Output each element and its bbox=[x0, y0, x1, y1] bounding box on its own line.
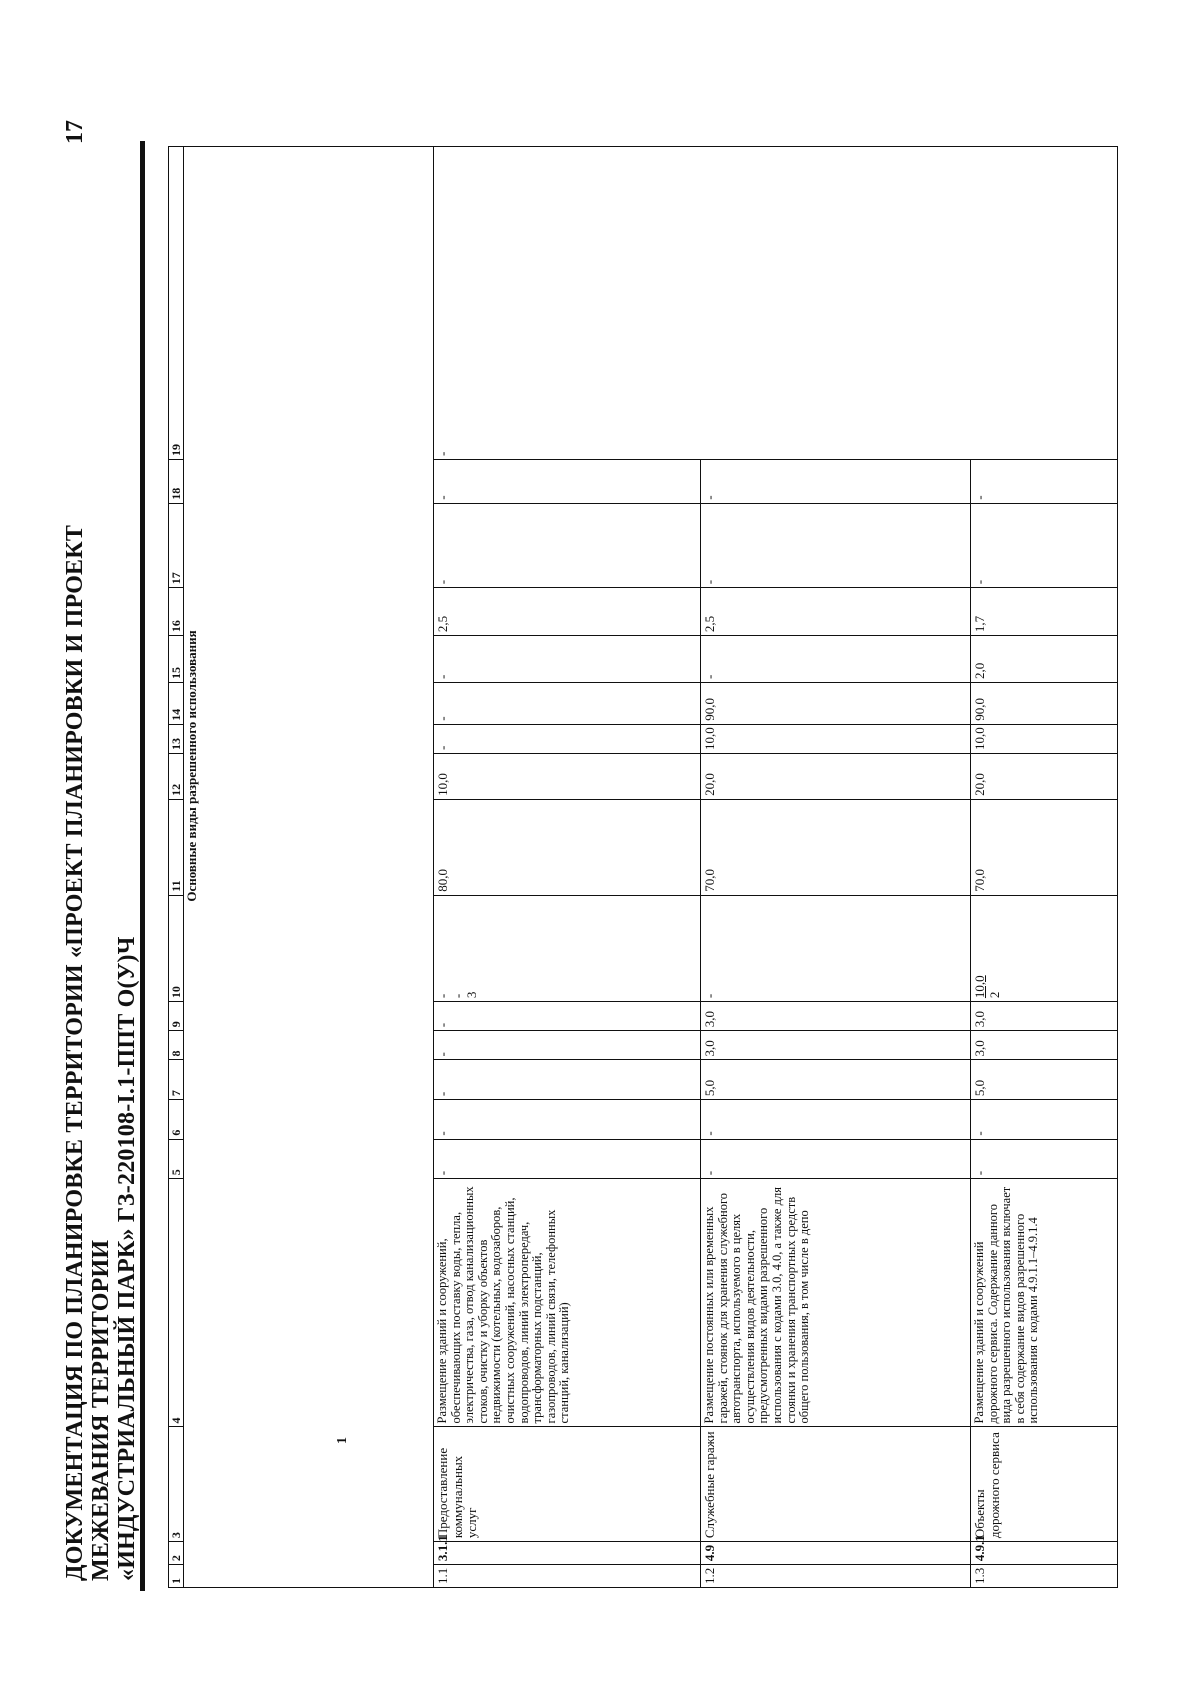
header-rule bbox=[140, 141, 145, 1591]
cell-10-b: - bbox=[449, 993, 465, 999]
cell-9: 3,0 bbox=[971, 1002, 1118, 1031]
cell-13: 10,0 bbox=[701, 724, 971, 753]
cell-10-a: - bbox=[435, 993, 450, 999]
cell-10 bbox=[971, 895, 1118, 1001]
col-num: 5 bbox=[169, 1139, 184, 1179]
col-num: 8 bbox=[169, 1031, 184, 1060]
col-num: 13 bbox=[169, 724, 184, 753]
cell-9: - bbox=[434, 1002, 701, 1031]
cell-7: - bbox=[434, 1060, 701, 1100]
cell-7: 5,0 bbox=[971, 1060, 1118, 1100]
cell-12: 20,0 bbox=[701, 753, 971, 799]
cell-12: 20,0 bbox=[971, 753, 1118, 799]
col-num: 16 bbox=[169, 588, 184, 636]
row-number: 1.2 bbox=[701, 1565, 971, 1588]
cell-11: 80,0 bbox=[434, 799, 701, 895]
cell-17: - bbox=[434, 503, 701, 587]
col-num: 17 bbox=[169, 503, 184, 587]
col-num: 19 bbox=[169, 147, 184, 460]
cell-5: - bbox=[971, 1139, 1118, 1179]
cell-18: - bbox=[701, 459, 971, 503]
use-code: 3.1.1 bbox=[434, 1542, 701, 1565]
cell-10-denominator: 2 bbox=[986, 991, 1002, 999]
col-num: 6 bbox=[169, 1100, 184, 1140]
table-row bbox=[434, 147, 701, 1588]
section-cell bbox=[184, 147, 434, 1588]
cell-5: - bbox=[434, 1139, 701, 1179]
cell-12: 10,0 bbox=[434, 753, 701, 799]
cell-15: 2,0 bbox=[971, 636, 1118, 683]
cell-10-c: 3 bbox=[464, 991, 479, 999]
cell-18: - bbox=[971, 459, 1118, 503]
cell-14: 90,0 bbox=[971, 683, 1118, 725]
cell-13: - bbox=[434, 724, 701, 753]
cell-8: 3,0 bbox=[701, 1031, 971, 1060]
col-num: 18 bbox=[169, 459, 184, 503]
section-number: 1 bbox=[335, 1437, 350, 1444]
col-num: 4 bbox=[169, 1179, 184, 1427]
land-use-table bbox=[168, 146, 1118, 1588]
cell-9: 3,0 bbox=[701, 1002, 971, 1031]
header-line-2: «ИНДУСТРИАЛЬНЫЙ ПАРК» ГЗ-220108-I.1-ППТ О(У)Ч bbox=[114, 936, 140, 1581]
use-description: Размещение зданий и сооружений дорожного сервиса. Содержание данного вида разрешенного использования включает в себя содержание видов разрешенного использования с кодами 4.9.1.1–4.9.1.4 bbox=[971, 1179, 1118, 1427]
use-description: Размещение постоянных или временных гаражей, стоянок для хранения служебного автотранспорта, используемого в целях осуществления видов деятельности, предусмотренных видами разрешенного использования с кодами 3.0, 4.0, а также для стоянки и хранения транспортных средств общего пользования, в том числе в депо bbox=[701, 1179, 971, 1427]
use-code: 4.9.1 bbox=[971, 1542, 1118, 1565]
cell-6: - bbox=[434, 1100, 701, 1140]
col-num: 12 bbox=[169, 753, 184, 799]
cell-15: - bbox=[434, 636, 701, 683]
col-num: 15 bbox=[169, 636, 184, 683]
cell-10: - bbox=[701, 895, 971, 1001]
cell-13: 10,0 bbox=[971, 724, 1118, 753]
section-row bbox=[184, 147, 434, 1588]
use-description: Размещение зданий и сооружений, обеспечивающих поставку воды, тепла, электричества, газа, отвод канализационных стоков, очистку и уборку объектов недвижимости (котельных, водозаборов, очистных сооружений, насосных станций, водопроводов, линий электропередач, трансформаторных подстанций, газопроводов, линий связи, телефонных станций, канализаций) bbox=[434, 1179, 701, 1427]
cell-8: 3,0 bbox=[971, 1031, 1118, 1060]
cell-15: - bbox=[701, 636, 971, 683]
use-name: Объекты дорожного сервиса bbox=[971, 1427, 1118, 1542]
use-name: Предоставление коммунальных услуг bbox=[434, 1427, 701, 1542]
col-num: 10 bbox=[169, 895, 184, 1001]
use-name: Служебные гаражи bbox=[701, 1427, 971, 1542]
cell-8: - bbox=[434, 1031, 701, 1060]
column-number-row bbox=[169, 147, 184, 1588]
cell-7: 5,0 bbox=[701, 1060, 971, 1100]
cell-10 bbox=[434, 895, 701, 1001]
cell-5: - bbox=[701, 1139, 971, 1179]
cell-6: - bbox=[971, 1100, 1118, 1140]
cell-16: 2,5 bbox=[434, 588, 701, 636]
row-number: 1.1 bbox=[434, 1565, 701, 1588]
cell-16: 1,7 bbox=[971, 588, 1118, 636]
cell-19: - bbox=[434, 147, 1118, 460]
page-number: 17 bbox=[62, 120, 88, 144]
col-num: 14 bbox=[169, 683, 184, 725]
cell-11: 70,0 bbox=[971, 799, 1118, 895]
col-num: 11 bbox=[169, 799, 184, 895]
document-header bbox=[62, 381, 140, 1581]
col-num: 9 bbox=[169, 1002, 184, 1031]
col-num: 7 bbox=[169, 1060, 184, 1100]
cell-11: 70,0 bbox=[701, 799, 971, 895]
section-title: Основные виды разрешенного использования bbox=[184, 630, 199, 902]
use-code: 4.9 bbox=[701, 1542, 971, 1565]
header-line-1: ДОКУМЕНТАЦИЯ ПО ПЛАНИРОВКЕ ТЕРРИТОРИИ «ПРОЕКТ ПЛАНИРОВКИ И ПРОЕКТ МЕЖЕВАНИЯ ТЕРРИТОРИИ bbox=[62, 524, 114, 1581]
cell-14: - bbox=[434, 683, 701, 725]
col-num: 3 bbox=[169, 1427, 184, 1542]
cell-6: - bbox=[701, 1100, 971, 1140]
col-num: 1 bbox=[169, 1565, 184, 1588]
cell-17: - bbox=[701, 503, 971, 587]
cell-16: 2,5 bbox=[701, 588, 971, 636]
cell-18: - bbox=[434, 459, 701, 503]
col-num: 2 bbox=[169, 1542, 184, 1565]
row-number: 1.3 bbox=[971, 1565, 1118, 1588]
cell-10-numerator: 10,0 bbox=[972, 975, 987, 999]
cell-14: 90,0 bbox=[701, 683, 971, 725]
cell-17: - bbox=[971, 503, 1118, 587]
